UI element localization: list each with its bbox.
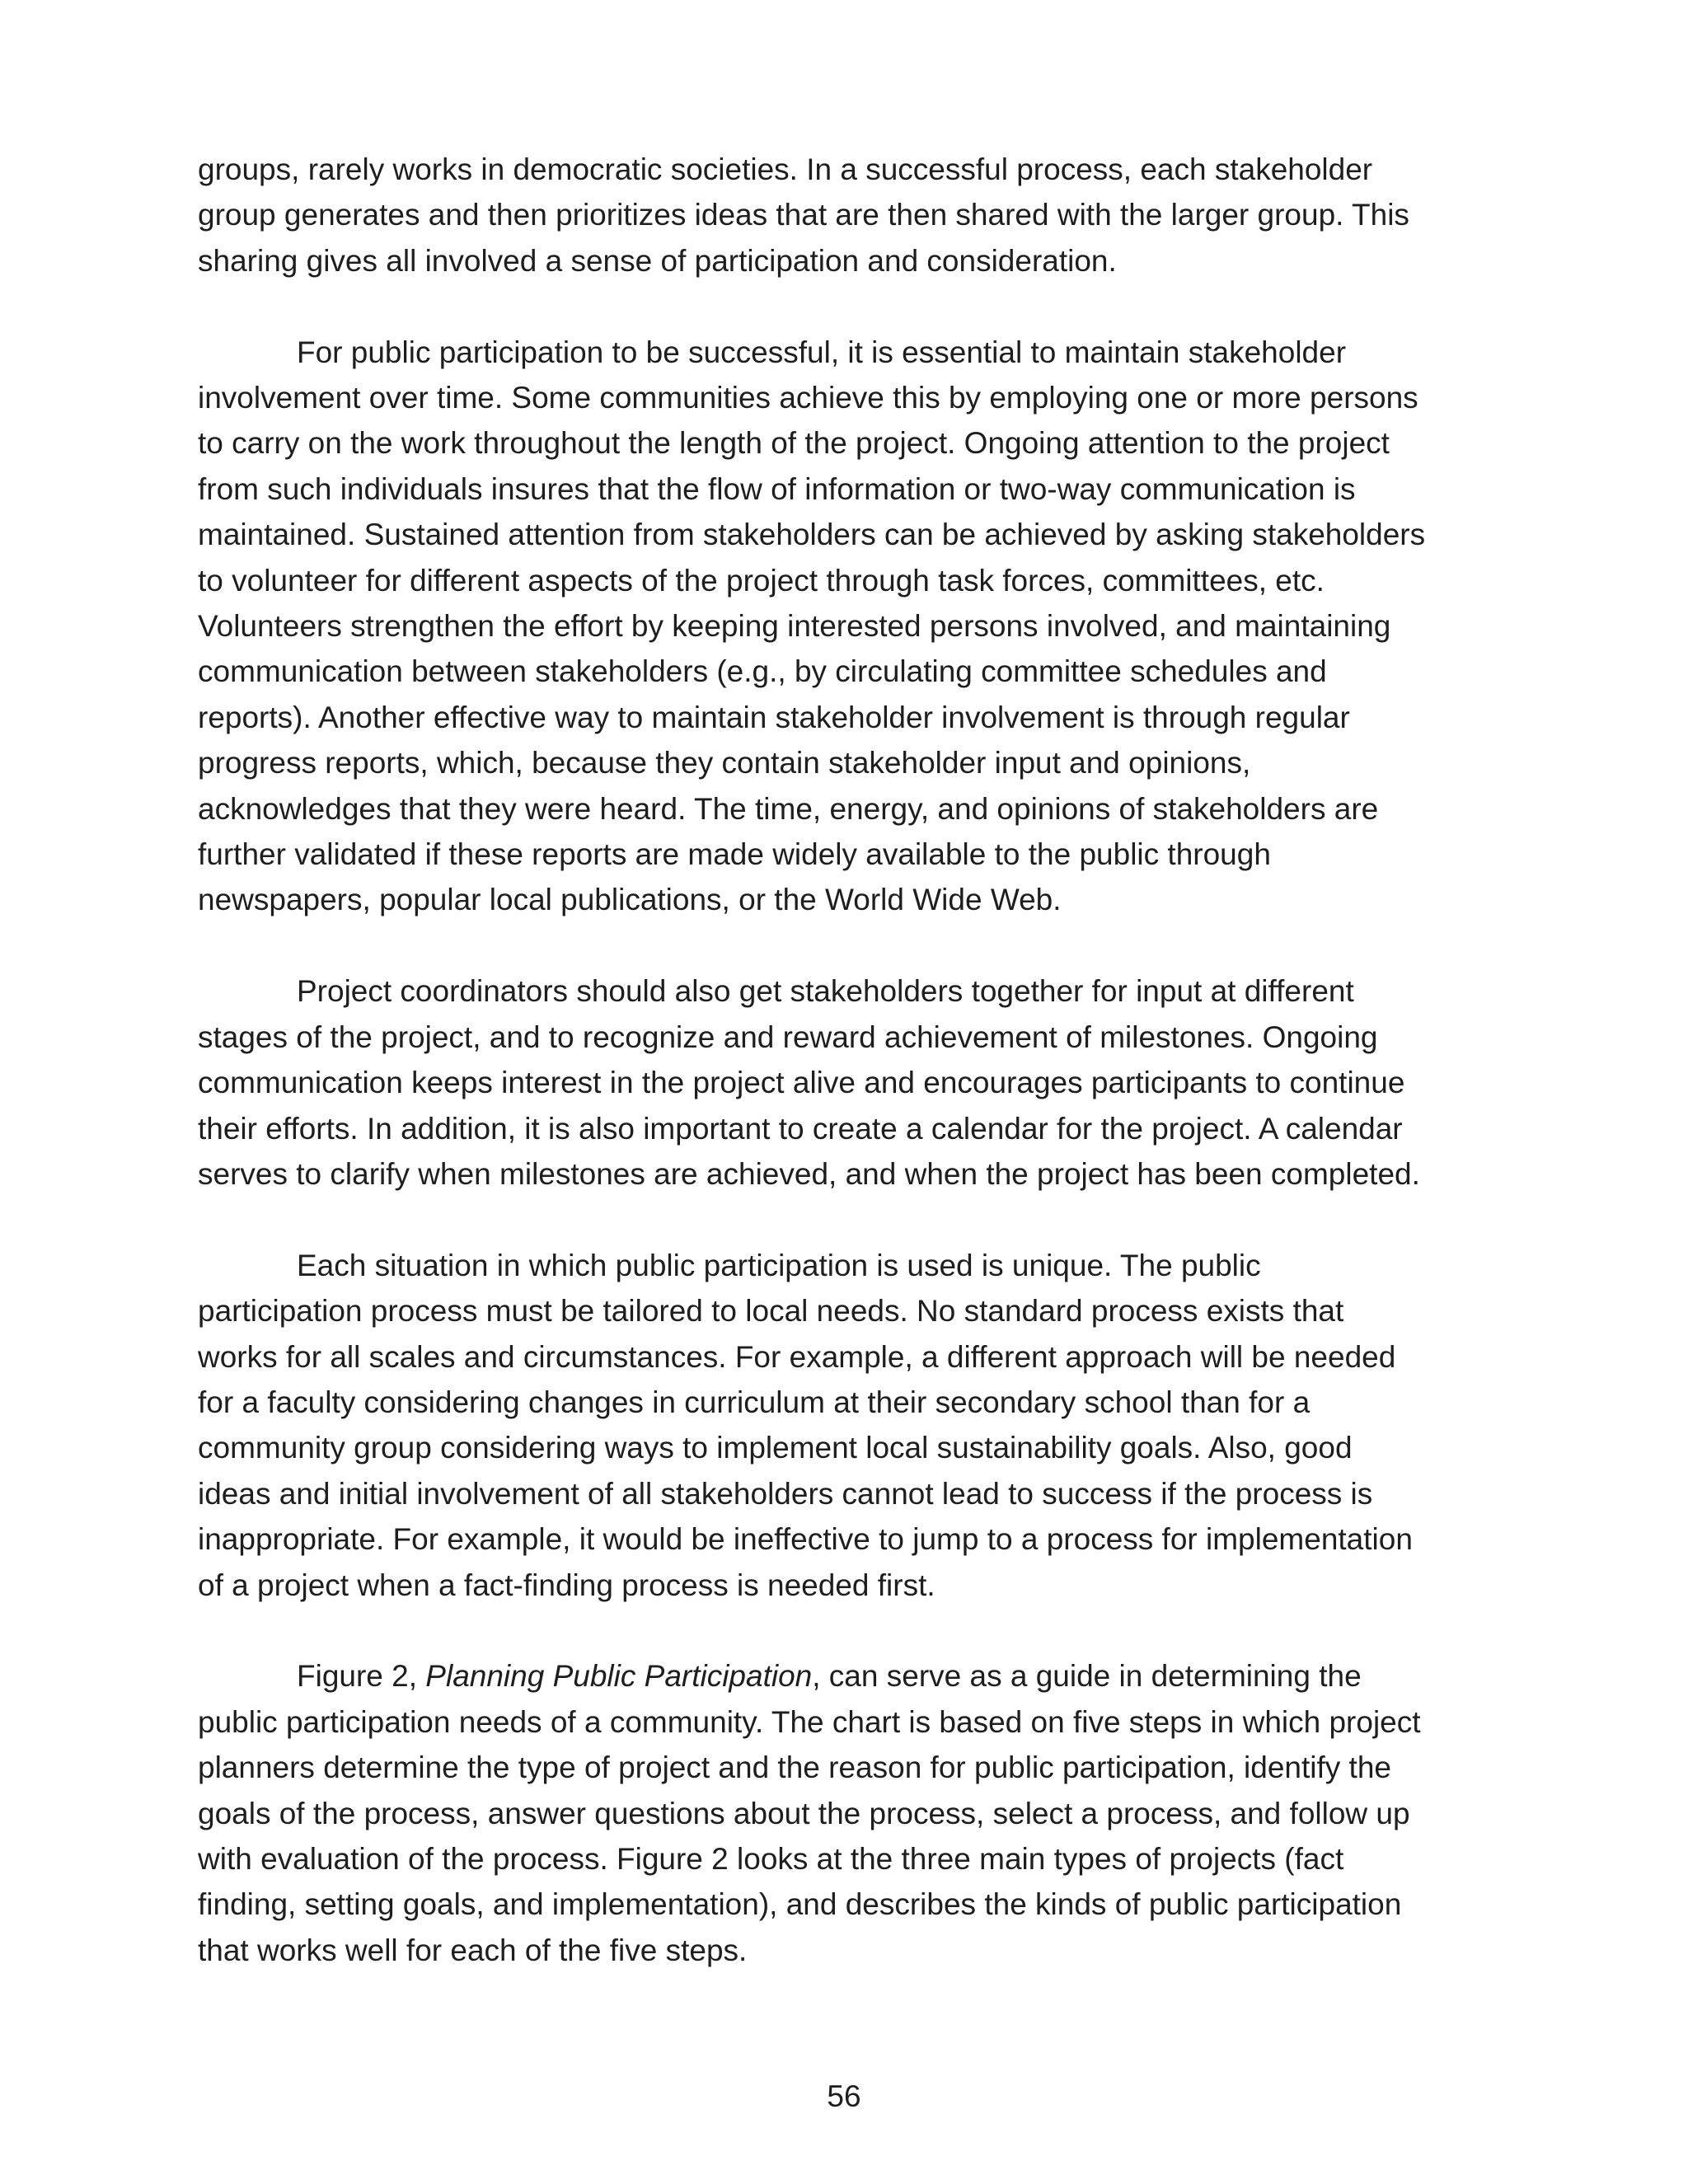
text-line: participation process must be tailored to local needs. No standard process exists that bbox=[198, 1294, 1344, 1329]
text-line: maintained. Sustained attention from stakeholders can be achieved by asking stakeholders bbox=[198, 518, 1426, 552]
text-segment: , can serve as a guide in determining the bbox=[812, 1659, 1362, 1694]
text-line: Volunteers strengthen the effort by keeping interested persons involved, and maintaining bbox=[198, 609, 1391, 644]
text-line: groups, rarely works in democratic societies. In a successful process, each stakeholder bbox=[198, 152, 1373, 186]
text-line: planners determine the type of project and the reason for public participation, identify the bbox=[198, 1750, 1391, 1785]
text-line: communication between stakeholders (e.g., by circulating committee schedules and bbox=[198, 654, 1327, 689]
text-line: reports). Another effective way to maintain stakeholder involvement is through regular bbox=[198, 700, 1350, 734]
paragraph-4 bbox=[198, 1243, 1500, 1608]
text-line: with evaluation of the process. Figure 2 looks at the three main types of projects (fact bbox=[198, 1841, 1344, 1876]
text-line: finding, setting goals, and implementation), and describes the kinds of public participation bbox=[198, 1887, 1402, 1922]
paragraph-5 bbox=[198, 1653, 1500, 1973]
text-line: inappropriate. For example, it would be ineffective to jump to a process for implementation bbox=[198, 1522, 1413, 1557]
text-line: community group considering ways to implement local sustainability goals. Also, good bbox=[198, 1431, 1353, 1465]
text-line: sharing gives all involved a sense of participation and consideration. bbox=[198, 243, 1117, 278]
text-line: goals of the process, answer questions about the process, select a process, and follow up bbox=[198, 1796, 1410, 1830]
page-number: 56 bbox=[827, 2079, 861, 2113]
text-line: For public participation to be successful, it is essential to maintain stakeholder bbox=[297, 335, 1347, 369]
figure-title-italic: Planning Public Participation bbox=[425, 1659, 813, 1694]
text-line: newspapers, popular local publications, or the World Wide Web. bbox=[198, 883, 1062, 917]
text-line: to volunteer for different aspects of the project through task forces, committees, etc. bbox=[198, 563, 1325, 598]
text-line: works for all scales and circumstances. For example, a different approach will be needed bbox=[198, 1339, 1396, 1374]
paragraph-1 bbox=[198, 147, 1500, 284]
text-line: their efforts. In addition, it is also important to create a calendar for the project. A calendar bbox=[198, 1111, 1403, 1146]
body-text bbox=[198, 147, 1500, 1973]
text-line bbox=[198, 1653, 1500, 1699]
text-line: progress reports, which, because they contain stakeholder input and opinions, bbox=[198, 746, 1251, 780]
text-line: further validated if these reports are made widely available to the public through bbox=[198, 837, 1271, 872]
text-line: involvement over time. Some communities achieve this by employing one or more persons bbox=[198, 381, 1418, 415]
text-line: stages of the project, and to recognize and reward achievement of milestones. Ongoing bbox=[198, 1019, 1378, 1054]
text-line: of a project when a fact-finding process is needed first. bbox=[198, 1568, 935, 1602]
text-line: for a faculty considering changes in curriculum at their secondary school than for a bbox=[198, 1385, 1311, 1419]
text-segment: Figure 2, bbox=[297, 1659, 426, 1694]
paragraph-3 bbox=[198, 968, 1500, 1197]
text-line: from such individuals insures that the flow of information or two-way communication is bbox=[198, 471, 1356, 506]
text-line: acknowledges that they were heard. The time, energy, and opinions of stakeholders are bbox=[198, 791, 1379, 826]
text-line: Each situation in which public participation is used is unique. The public bbox=[297, 1248, 1261, 1282]
text-line: Project coordinators should also get stakeholders together for input at different bbox=[297, 974, 1354, 1009]
text-line: communication keeps interest in the project alive and encourages participants to continue bbox=[198, 1066, 1405, 1100]
text-line: group generates and then prioritizes ideas that are then shared with the larger group. This bbox=[198, 198, 1409, 232]
text-line: ideas and initial involvement of all stakeholders cannot lead to success if the process is bbox=[198, 1476, 1373, 1511]
text-line: to carry on the work throughout the length of the project. Ongoing attention to the project bbox=[198, 426, 1390, 461]
paragraph-2 bbox=[198, 330, 1500, 923]
text-line: public participation needs of a community. The chart is based on five steps in which project bbox=[198, 1704, 1421, 1739]
text-line: that works well for each of the five steps. bbox=[198, 1933, 748, 1967]
text-line: serves to clarify when milestones are achieved, and when the project has been completed. bbox=[198, 1156, 1420, 1191]
